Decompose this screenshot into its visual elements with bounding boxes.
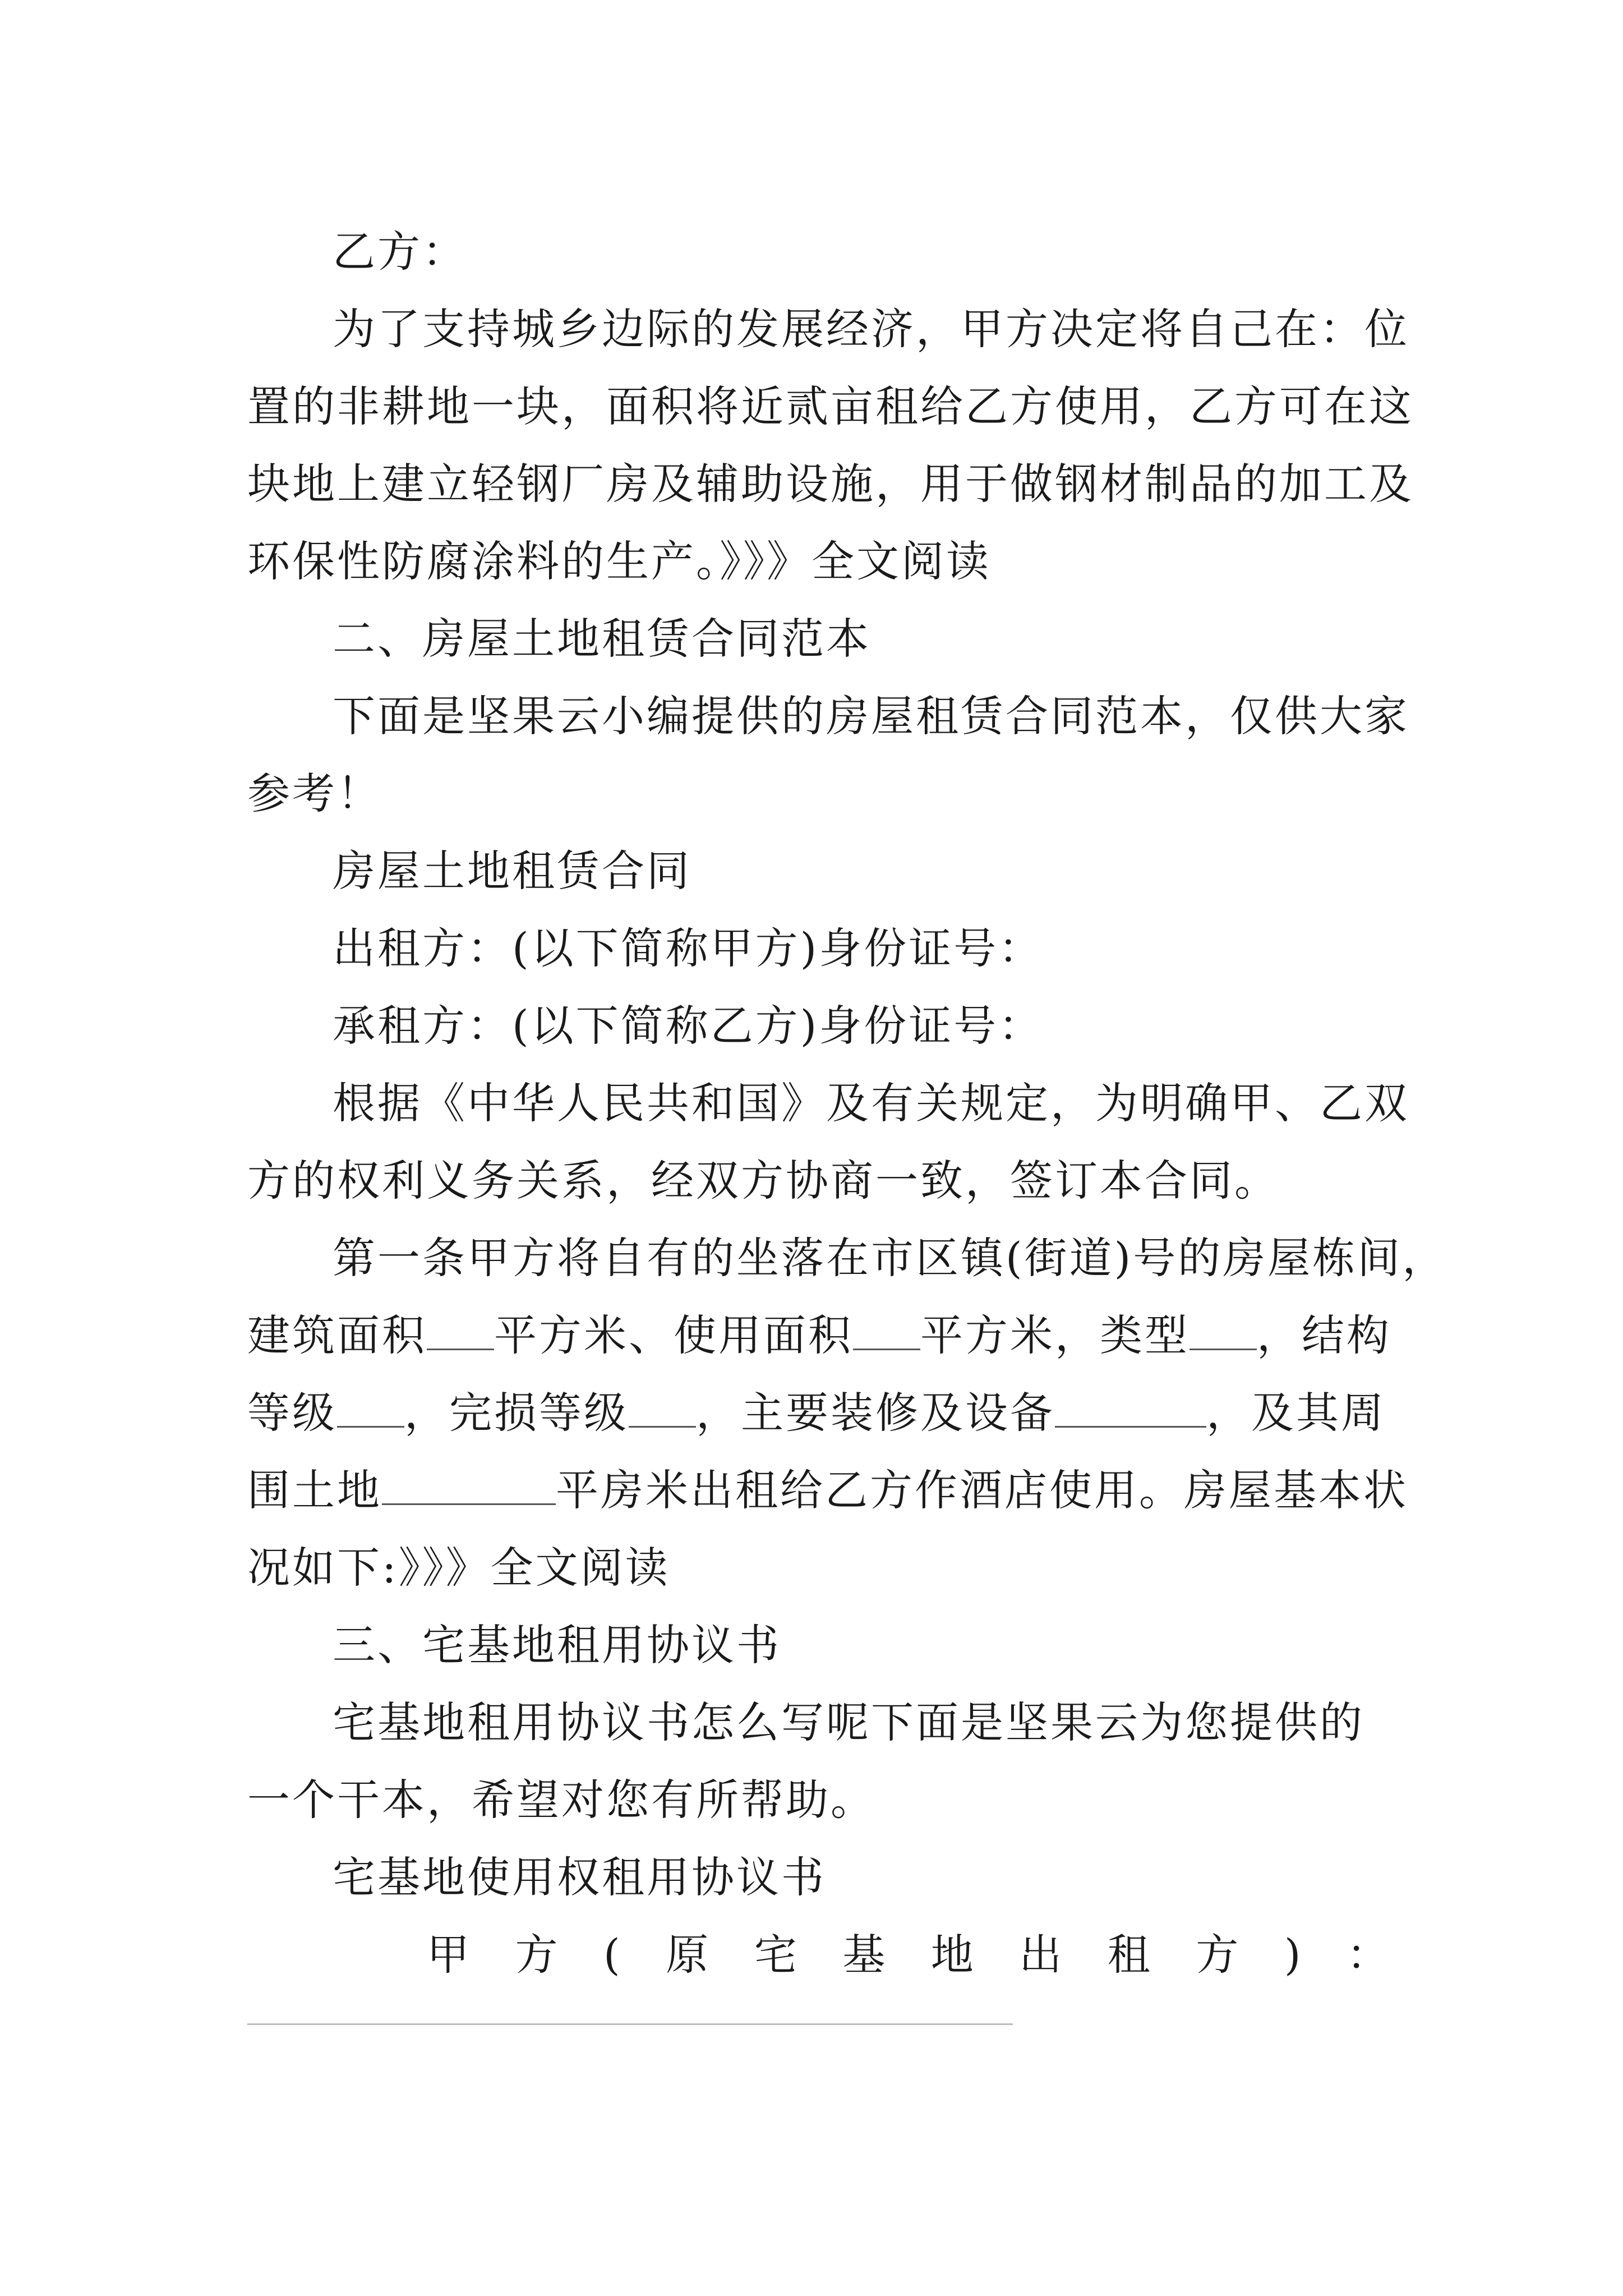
spread-char: ： xyxy=(1346,1930,1391,1980)
document-body xyxy=(247,213,1447,1994)
section-heading: 三、宅基地租用协议书 xyxy=(333,1620,781,1670)
article-one-line xyxy=(247,1452,1408,1529)
paragraph-line: 况如下:》》》全文阅读 xyxy=(247,1543,670,1593)
paragraph-line: 为了支持城乡边际的发展经济，甲方决定将自己在：位 xyxy=(333,304,1409,354)
paragraph-line: 参考！ xyxy=(247,769,382,818)
section-heading: 二、房屋土地租赁合同范本 xyxy=(333,614,871,664)
fill-in-blank xyxy=(427,1315,494,1350)
paragraph-line: 方的权利义务关系，经双方协商一致，签订本合同。 xyxy=(247,1156,1279,1205)
contract-title: 房屋土地租赁合同 xyxy=(333,846,691,896)
spread-char: 基 xyxy=(842,1930,888,1980)
text-segment: ，完损等级 xyxy=(404,1388,629,1438)
article-one-line xyxy=(247,1297,1391,1374)
paragraph-line: 乙方： xyxy=(333,227,467,277)
spread-char: 甲 xyxy=(427,1930,472,1980)
spread-char: 方 xyxy=(515,1930,560,1980)
fill-in-blank xyxy=(1055,1392,1206,1428)
spread-char: 租 xyxy=(1107,1930,1152,1980)
paragraph-line: 置的非耕地一块，面积将近贰亩租给乙方使用，乙方可在这 xyxy=(247,381,1414,431)
paragraph-line: 宅基地租用协议书怎么写呢下面是坚果云为您提供的 xyxy=(333,1697,1364,1747)
paragraph-line: 根据《中华人民共和国》及有关规定，为明确甲、乙双 xyxy=(333,1078,1409,1128)
spread-char: 原 xyxy=(666,1930,711,1980)
lessor-line: 出租方：(以下简称甲方)身份证号： xyxy=(333,923,1044,973)
paragraph-line: 块地上建立轻钢厂房及辅助设施，用于做钢材制品的加工及 xyxy=(247,459,1414,509)
party-a-line xyxy=(247,1916,1391,1994)
text-segment: 平方米、使用面积 xyxy=(494,1310,853,1360)
spread-char: 方 xyxy=(1196,1930,1241,1980)
paragraph-line: 下面是坚果云小编提供的房屋租赁合同范本，仅供大家 xyxy=(333,691,1409,741)
fill-in-blank xyxy=(382,1470,556,1505)
text-segment: 等级 xyxy=(247,1388,337,1438)
text-segment: 平方米，类型 xyxy=(920,1310,1189,1360)
footnote-divider xyxy=(247,2023,1013,2025)
spread-char: ( xyxy=(603,1930,623,1980)
article-one-line xyxy=(247,1374,1391,1452)
text-segment: ，及其周 xyxy=(1206,1388,1386,1438)
text-segment: 平房米出租给乙方作酒店使用。房屋基本状 xyxy=(556,1465,1408,1515)
fill-in-blank xyxy=(629,1392,696,1428)
fill-in-blank xyxy=(337,1392,404,1428)
paragraph-line: 环保性防腐涂料的生产。》》》全文阅读 xyxy=(247,536,991,586)
spread-char: 地 xyxy=(930,1930,976,1980)
text-segment: 建筑面积 xyxy=(247,1310,427,1360)
text-segment: 围土地 xyxy=(247,1465,382,1515)
fill-in-blank xyxy=(853,1315,920,1350)
spread-char: ) xyxy=(1284,1930,1303,1980)
text-segment: ，主要装修及设备 xyxy=(696,1388,1055,1438)
lessee-line: 承租方：(以下简称乙方)身份证号： xyxy=(333,1001,1044,1051)
fill-in-blank xyxy=(1189,1315,1257,1350)
agreement-title: 宅基地使用权租用协议书 xyxy=(333,1852,826,1902)
article-one-line: 第一条甲方将自有的坐落在市区镇(街道)号的房屋栋间， xyxy=(333,1233,1447,1283)
spread-char: 出 xyxy=(1019,1930,1064,1980)
text-segment: ，结构 xyxy=(1257,1310,1391,1360)
paragraph-line: 一个干本，希望对您有所帮助。 xyxy=(247,1775,875,1825)
spread-char: 宅 xyxy=(754,1930,799,1980)
